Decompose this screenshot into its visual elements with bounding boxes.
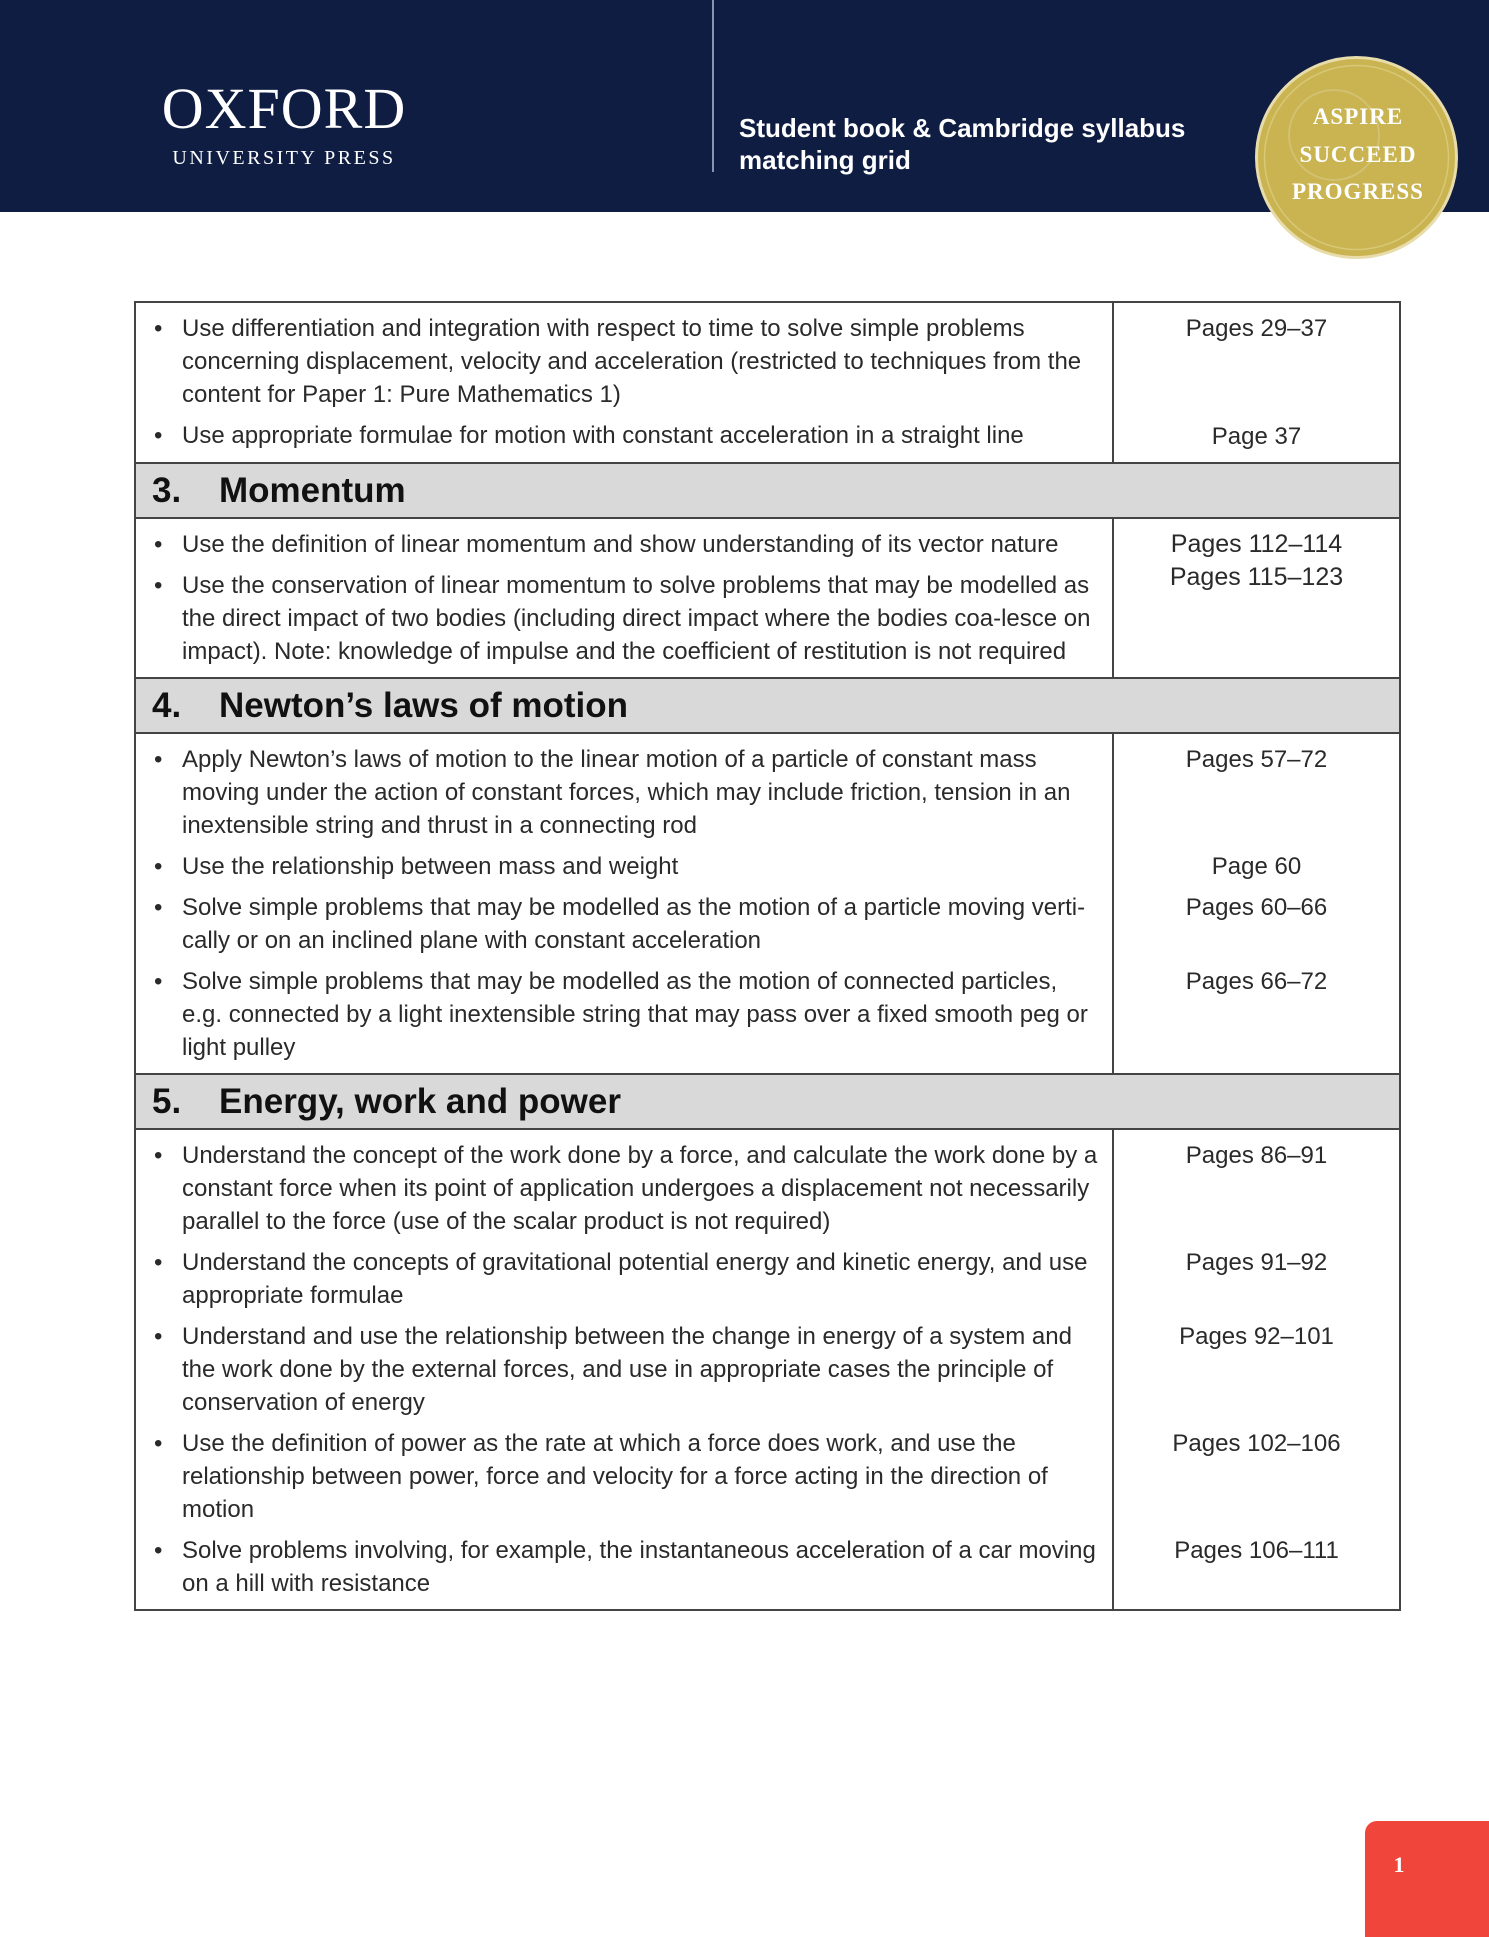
list-item: • Understand the concepts of gravitational potential energy and kinetic energy, and use appropriate formulae [150,1246,1098,1312]
page-number: 1 [1393,1852,1405,1877]
list-item: • Understand and use the relationship between the change in energy of a system and the work done by the external forces, and use in appropriate cases the principle of conservation of energy [150,1320,1098,1419]
section-heading [136,677,1399,732]
page-reference: Pages 115–123 [1169,563,1344,591]
list-item: • Apply Newton’s laws of motion to the linear motion of a particle of constant mass moving under the action of constant forces, which may include friction, tension in an inextensible string and thrust in a connecting rod [150,743,1098,842]
page-reference: Pages 86–91 [1185,1142,1328,1169]
document-title-line-2: matching grid [739,145,911,175]
page-reference: Pages 92–101 [1179,1323,1334,1350]
page-reference: Pages 91–92 [1185,1249,1328,1276]
table-row [136,732,1399,1073]
badge-seal-icon [1254,55,1459,260]
section-number: 3. [152,470,182,510]
page-reference: Pages 29–37 [1185,315,1328,342]
page-reference: Page 60 [1211,853,1302,880]
page-reference: Pages 106–111 [1174,1537,1339,1564]
pages-cell [1114,519,1399,677]
section-heading [136,462,1399,517]
table-row [136,517,1399,677]
pages-cell [1114,734,1399,1073]
pages-cell [1114,1130,1399,1609]
page-reference: Pages 112–114 [1170,530,1343,558]
page-reference: Page 37 [1211,423,1302,450]
syllabus-grid [134,301,1401,1611]
list-item: • Use the conservation of linear momentum to solve problems that may be modelled as the direct impact of two bodies (including direct impact where the bodies coa-lesce on impact). Note: knowledge of impulse and the coefficient of restitution is not required [150,569,1098,668]
page-reference: Pages 57–72 [1185,746,1328,773]
section-title: Newton’s laws of motion [219,685,628,725]
section-title: Momentum [219,470,406,510]
header-divider [712,0,714,172]
page-reference: Pages 60–66 [1185,894,1328,921]
badge-line-3: PROGRESS [1292,179,1424,204]
topic-cell [136,519,1114,677]
list-item: • Use appropriate formulae for motion with constant acceleration in a straight line [150,419,1098,452]
section-number: 5. [152,1081,182,1121]
page-reference: Pages 102–106 [1172,1430,1341,1457]
page-number-tab [1365,1821,1489,1937]
topic-cell [136,1130,1114,1609]
oxford-logo: OXFORD [161,76,407,141]
university-press-logo-text: UNIVERSITY PRESS [172,147,396,169]
section-title: Energy, work and power [219,1081,621,1121]
list-item: • Use the definition of linear momentum and show understanding of its vector nature [150,528,1098,561]
list-item: • Use the relationship between mass and weight [150,850,1098,883]
list-item: • Use the definition of power as the rate at which a force does work, and use the relationship between power, force and velocity for a force acting in the direction of motion [150,1427,1098,1526]
section-number: 4. [152,685,182,725]
list-item: • Solve simple problems that may be modelled as the motion of connected particles, e.g. connected by a light inextensible string that may pass over a fixed smooth peg or light pulley [150,965,1098,1064]
list-item: • Solve problems involving, for example, the instantaneous acceleration of a car moving on a hill with resistance [150,1534,1098,1600]
list-item: • Solve simple problems that may be modelled as the motion of a particle moving verti-cally or on an inclined plane with constant acceleration [150,891,1098,957]
table-row [136,1128,1399,1609]
topic-cell [136,303,1114,462]
page-reference: Pages 66–72 [1185,968,1328,995]
list-item: • Use differentiation and integration with respect to time to solve simple problems concerning displacement, velocity and acceleration (restricted to techniques from the content for Paper 1: Pure Mathematics 1) [150,312,1098,411]
table-row [136,303,1399,462]
document-title [739,112,1239,176]
topic-cell [136,734,1114,1073]
section-heading [136,1073,1399,1128]
page-header [0,0,1489,212]
list-item: • Understand the concept of the work done by a force, and calculate the work done by a constant force when its point of application undergoes a displacement not necessarily parallel to the force (use of the scalar product is not required) [150,1139,1098,1238]
aspire-succeed-progress-badge [1254,55,1459,260]
pages-cell [1114,303,1399,462]
document-title-line-1: Student book & Cambridge syllabus [739,113,1186,143]
badge-line-2: SUCCEED [1299,142,1417,167]
badge-line-1: ASPIRE [1312,104,1404,129]
